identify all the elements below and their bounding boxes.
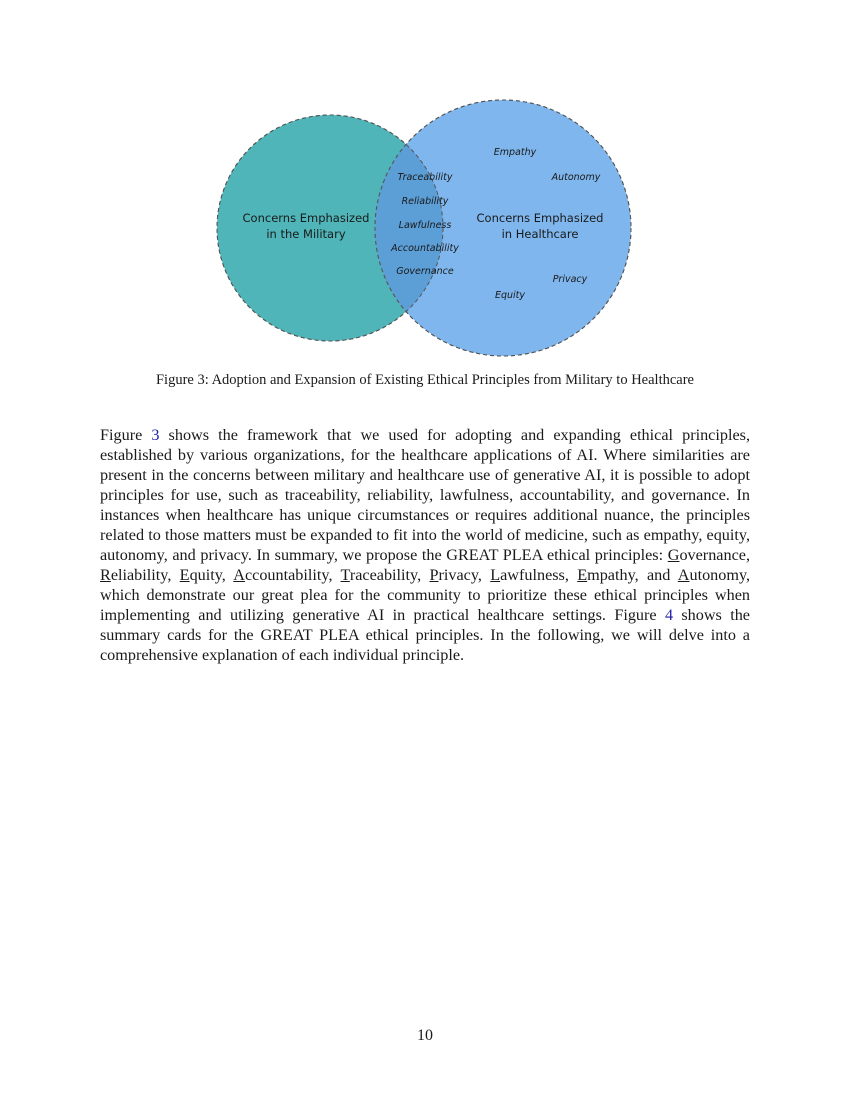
principle-lawfulness: Lawfulness — [490, 566, 565, 584]
principle-privacy: Privacy — [429, 566, 478, 584]
healthcare-item-empathy: Empathy — [493, 147, 537, 158]
figure-3-ref-link[interactable]: 3 — [151, 426, 160, 444]
figure-4-ref-link[interactable]: 4 — [664, 606, 674, 624]
principle-traceability: Traceability — [340, 566, 418, 584]
principle-reliability: Reliability — [100, 566, 168, 584]
principle-autonomy: Autonomy — [677, 566, 746, 584]
military-label-line1: Concerns Emphasized — [242, 211, 370, 225]
principle-accountability: Accountability — [233, 566, 329, 584]
venn-diagram — [0, 0, 850, 365]
healthcare-label-line2: in Healthcare — [501, 227, 579, 241]
shared-item-governance: Governance — [396, 266, 454, 277]
principle-equity: Equity — [179, 566, 222, 584]
military-label-line2: in the Military — [266, 227, 346, 241]
shared-item-reliability: Reliability — [401, 196, 449, 207]
page-number: 10 — [417, 1027, 433, 1044]
principle-governance: Governance — [667, 546, 746, 564]
figure-caption: Figure 3: Adoption and Expansion of Existing Ethical Principles from Military to Healthcare — [155, 372, 694, 388]
principle-empathy: Empathy — [577, 566, 635, 584]
healthcare-item-privacy: Privacy — [552, 274, 588, 285]
shared-item-accountability: Accountability — [391, 243, 459, 254]
shared-item-lawfulness: Lawfulness — [398, 220, 452, 231]
healthcare-item-autonomy: Autonomy — [551, 172, 601, 183]
healthcare-item-equity: Equity — [494, 290, 526, 301]
healthcare-label-line1: Concerns Emphasized — [476, 211, 604, 225]
body-paragraph: Figure 3 shows the framework that we used for adopting and expanding ethical principles, established by various organizations, for the healthcare applications of AI. Where similarities are present in the concerns between military and healthcare use of generative AI, it is possible to adopt principles for use, such as traceability, reliability, lawfulness, accountability, and governance. In instances when healthcare has unique circumstances or requires additional nuance, the principles related to those matters must be expanded to fit into the world of medicine, such as empathy, equity, autonomy, and privacy. In summary, we propose the GREAT PLEA ethical principles: Governance, Reliability, Equity, Accountability, Traceability, Privacy, Lawfulness, Empathy, and Autonomy, which demonstrate our great plea for the community to prioritize these ethical principles when implementing and utilizing generative AI in practical healthcare settings. Figure 4 shows the summary cards for the GREAT PLEA ethical principles. In the following, we will delve into a comprehensive explanation of each individual principle. — [100, 426, 751, 664]
shared-item-traceability: Traceability — [397, 172, 453, 183]
